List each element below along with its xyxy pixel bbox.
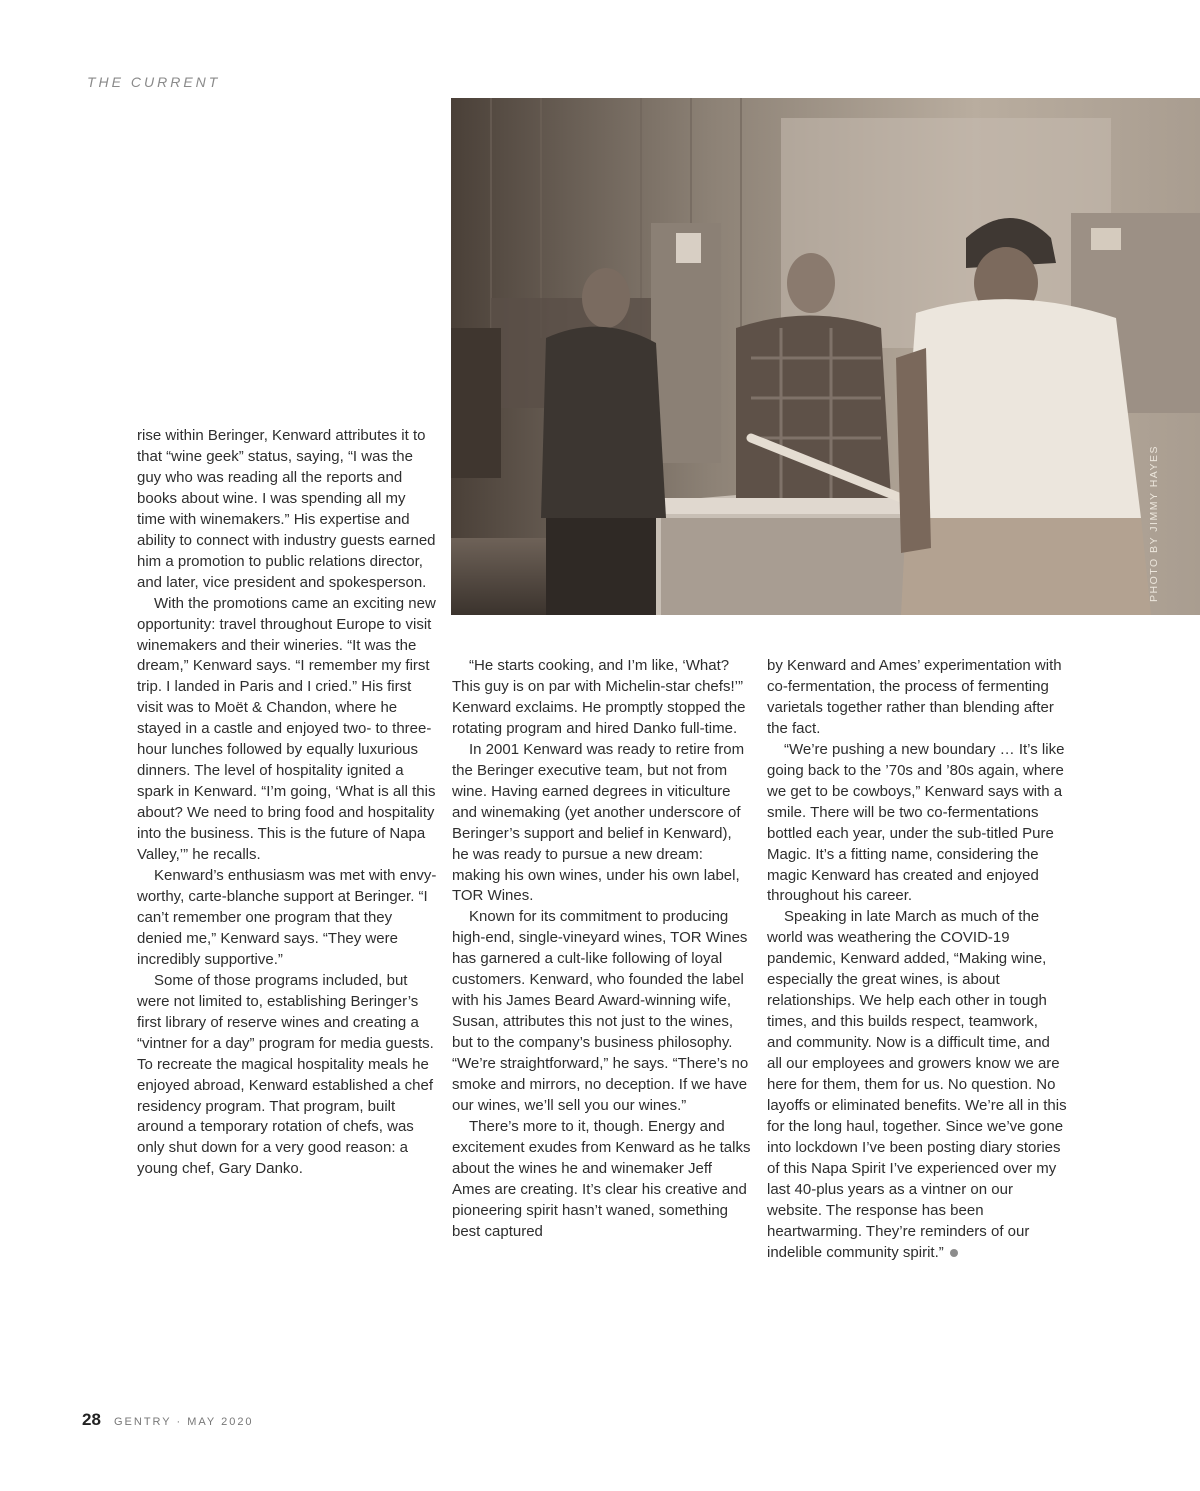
- paragraph: There’s more to it, though. Energy and excitement exudes from Kenward as he talks about the wines he and winemaker Jeff Ames are creating. It’s clear his creative and pioneering spirit hasn’t waned, something best captured: [452, 1117, 751, 1240]
- article-photo: [451, 98, 1200, 615]
- paragraph: [767, 907, 1067, 1263]
- paragraph: Kenward’s enthusiasm was met with envy-worthy, carte-blanche support at Beringer. “I can’t remember one program that they denied me,” Kenward says. “They were incredibly supportive.”: [137, 867, 437, 968]
- paragraph: by Kenward and Ames’ experimentation with co-fermentation, the process of fermenting varietals together rather than blending after the fact.: [767, 657, 1062, 737]
- page-footer: [82, 1410, 254, 1430]
- paragraph: rise within Beringer, Kenward attributes it to that “wine geek” status, saying, “I was the guy who was reading all the reports and books about wine. I was spending all my time with winemakers.” His expertise and ability to connect with industry guests earned him a promotion to public relations director, and later, vice president and spokesperson.: [137, 427, 436, 591]
- publication-info: GENTRY · MAY 2020: [113, 1416, 254, 1428]
- photo-credit: PHOTO BY JIMMY HAYES: [1148, 444, 1160, 602]
- section-label: THE CURRENT: [87, 74, 221, 90]
- paragraph: “He starts cooking, and I’m like, ‘What? This guy is on par with Michelin-star chefs!’” Kenward exclaims. He promptly stopped the rotating program and hired Danko full-time.: [452, 657, 746, 737]
- page-number: 28: [82, 1410, 101, 1429]
- paragraph: “We’re pushing a new boundary … It’s like going back to the ’70s and ’80s again, where we get to be cowboys,” Kenward says with a smile. There will be two co-fermentations bottled each year, under the sub-titled Pure Magic. It’s a fitting name, considering the magic Kenward has created and enjoyed throughout his career.: [767, 740, 1065, 905]
- paragraph-text: Speaking in late March as much of the world was weathering the COVID-19 pandemic, Kenward added, “Making wine, especially the great wines, is about relationships. We help each other in tough times, and this builds respect, teamwork, and community. Now is a difficult time, and all our employees and growers know we are here for them, them for us. No question. No layoffs or eliminated benefits. We’re all in this for the long haul, together. Since we’ve gone into lockdown I’ve been posting diary stories of this Napa Spirit I’ve experienced over my last 40-plus years as a vintner on our website. The response has been heartwarming. They’re reminders of our indelible community spirit.”: [767, 908, 1067, 1261]
- end-mark-icon: [950, 1249, 958, 1257]
- paragraph: In 2001 Kenward was ready to retire from the Beringer executive team, but not from wine. Having earned degrees in viticulture and winemaking (yet another underscore of Beringer’s support and belief in Kenward), he was ready to pursue a new dream: making his own wines, under his own label, TOR Wines.: [452, 740, 745, 905]
- article-column-1: [137, 426, 437, 1180]
- paragraph: Known for its commitment to producing high-end, single-vineyard wines, TOR Wines has garnered a cult-like following of loyal customers. Kenward, who founded the label with his James Beard Award-winning wife, Susan, attributes this not just to the wines, but to the company’s business philosophy. “We’re straightforward,” he says. “There’s no smoke and mirrors, no deception. If we have our wines, we’ll sell you our wines.”: [452, 908, 749, 1115]
- paragraph: With the promotions came an exciting new opportunity: travel throughout Europe to visit winemakers and their wineries. “It was the dream,” Kenward says. “I remember my first trip. I landed in Paris and I cried.” His first visit was to Moët & Chandon, where he stayed in a castle and enjoyed two- to three-hour lunches followed by equally luxurious dinners. The level of hospitality ignited a spark in Kenward. “I’m going, ‘What is all this about? We need to bring food and hospitality into the business. This is the future of Napa Valley,’” he recalls.: [137, 594, 436, 864]
- article-column-3: [767, 656, 1067, 1264]
- article-column-2: [452, 656, 752, 1243]
- paragraph: Some of those programs included, but were not limited to, establishing Beringer’s first library of reserve wines and creating a “vintner for a day” program for media guests. To recreate the magical hospitality meals he enjoyed abroad, Kenward established a chef residency program. That program, built around a temporary rotation of chefs, was only shut down for a very good reason: a young chef, Gary Danko.: [137, 971, 434, 1178]
